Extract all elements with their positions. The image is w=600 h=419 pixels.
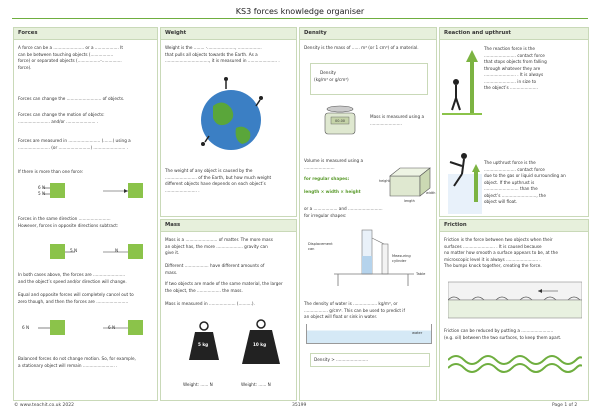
water-label: water xyxy=(412,331,423,335)
friction-text-2: Friction can be reduced by putting a ........................ (e.g. oil) between the two surfaces, to keep them apart. xyxy=(444,328,562,340)
weight-5kg-label: 5 kg xyxy=(198,342,209,347)
forces-text-8: Equal and opposite forces will completely cancel out to zero though, and then the forces are ........................ xyxy=(18,292,134,304)
footer-copyright: © www.teachit.co.uk 2022 xyxy=(14,403,74,408)
force-label-6n: 6 N xyxy=(38,185,46,190)
forces-text-3: Forces can change the motion of objects: ........................ and/or ...................... . xyxy=(18,112,105,124)
density-formula-top: Density xyxy=(320,70,336,75)
displacement-can-label: Displacement can xyxy=(308,242,333,251)
cuboid-width-label: width xyxy=(426,191,436,195)
force-block-1 xyxy=(50,183,65,198)
upthrust-figure xyxy=(442,144,488,216)
earth-illustration xyxy=(191,76,271,158)
weights-illustration xyxy=(171,316,288,368)
mass-text-3: If two objects are made of the same material, the larger the object, the .................. the mass. xyxy=(165,281,283,293)
weight-10kg-answer: Weight: ...... N xyxy=(241,382,271,387)
weight-panel xyxy=(160,27,297,217)
forces-panel xyxy=(13,27,158,401)
forces-text-2: Forces can change the .......................... of objects. xyxy=(18,96,125,101)
reaction-text-1: The reaction force is the ........................ contact force that stops objects from falling through whatever they are ........................ . It is always ........................ in size to the object’s ..................... xyxy=(484,46,547,90)
density-heading: Density xyxy=(300,28,436,40)
mass-text-2: Different .................. have different amounts of mass. xyxy=(165,263,265,275)
forces-text-7: In both cases above, the forces are ........................ and the object’s speed and/or direction will change. xyxy=(18,272,127,284)
mass-heading: Mass xyxy=(161,220,296,232)
force-block-5 xyxy=(50,320,65,335)
force-diagram-opposite xyxy=(18,240,155,265)
forces-text-9: Balanced forces do not change motion. So, for example, a stationary object will remain ........................ . xyxy=(18,356,136,368)
forces-text-1: A force can be a ....................... or a .................. It can be between touching objects (................. force) or separated objects (.................-............... force). xyxy=(18,45,124,70)
reaction-text-2: The upthrust force is the ........................ contact force due to the gas or liquid surrounding an object. If the upthrust is .......................... than the object’s .........................., the object will float. xyxy=(484,160,566,204)
force-label-5n: 5 N xyxy=(38,191,46,196)
forces-text-4: Forces are measured in ........................ (.......) using a ........................ (or ........................) ........................ . xyxy=(18,138,131,150)
force-label-bal-right: 6 N xyxy=(108,325,116,330)
forces-heading: Forces xyxy=(14,28,157,40)
force-block-3 xyxy=(50,244,65,259)
density-answer: Density > ........................ xyxy=(314,357,369,362)
density-text-1: Density is the mass of ...... m³ (or 1 cm³) of a material. xyxy=(304,45,419,50)
friction-waves-illustration xyxy=(448,348,582,374)
friction-text-1: Friction is the force between two objects when their surfaces ........................ . It is caused because no matter how smooth a surface appears to be, at the microscopic level it is always ........................ . The bumps knock together, creating the force. xyxy=(444,237,558,268)
measuring-cylinder-label: Measuring cylinder xyxy=(392,254,411,263)
title-rule xyxy=(12,18,588,19)
friction-panel xyxy=(439,219,589,401)
footer-code: 35199 xyxy=(292,403,307,408)
table-label: Table xyxy=(416,272,426,276)
weight-5kg-answer: Weight: ...... N xyxy=(183,382,213,387)
mass-text-4: Mass is measured in .................... (..........). xyxy=(165,301,255,306)
page-title: KS3 forces knowledge organiser xyxy=(235,7,365,16)
weight-heading: Weight xyxy=(161,28,296,40)
force-block-4 xyxy=(128,244,143,259)
density-text-4: for regular shapes: xyxy=(304,176,350,181)
density-text-5: length × width × height xyxy=(304,189,361,194)
force-block-2 xyxy=(128,183,143,198)
density-formula-units: (kg/m³ or g/cm³) xyxy=(314,77,349,82)
density-text-2: Mass is measured using a ........................ xyxy=(370,114,425,126)
force-diagram-balanced xyxy=(18,316,155,341)
forces-text-5: If there is more than one force: xyxy=(18,169,84,174)
density-text-7: The density of water is .................. kg/m³, or .................. g/cm³. This can be used to predict if an object will float or sink in water. xyxy=(304,301,405,319)
force-label-bal-left: 6 N xyxy=(22,325,30,330)
footer-page: Page 1 of 2 xyxy=(552,403,578,408)
weight-text-2: The weight of any object is caused by the ........................ of the Earth, but how much weight different objects have depends on each object’s ........................ . xyxy=(165,168,272,193)
forces-text-6: Forces in the same direction ........................ However, forces in opposite directions subtract: xyxy=(18,216,119,228)
reaction-heading: Reaction and upthrust xyxy=(440,28,588,40)
reaction-panel xyxy=(439,27,589,217)
reaction-arrow-figure xyxy=(442,42,484,122)
scale-display: 00.00 xyxy=(335,119,346,123)
force-label-opp-left: 5 N xyxy=(70,248,78,253)
density-text-6: or a .................. and .......................... for irregular shapes: xyxy=(304,206,383,218)
weight-10kg-label: 10 kg xyxy=(253,342,267,347)
mass-panel xyxy=(160,219,297,401)
density-panel xyxy=(299,27,437,401)
mass-text-1: Mass is a ........................ of matter. The more mass an object has, the more .................... gravity can give it. xyxy=(165,237,273,255)
friction-surfaces-illustration xyxy=(448,280,582,320)
force-block-6 xyxy=(128,320,143,335)
weight-text-1: Weight is the ........ ·....................., .................. that pulls all objects towards the Earth. As a ................................., it is measured in ...................... . xyxy=(165,45,280,63)
cuboid-length-label: length xyxy=(404,199,415,203)
force-label-opp-right: N xyxy=(115,248,119,253)
cuboid-height-label: height xyxy=(379,179,390,183)
density-text-3: Volume is measured using a ....................... xyxy=(304,158,364,170)
friction-heading: Friction xyxy=(440,220,588,232)
